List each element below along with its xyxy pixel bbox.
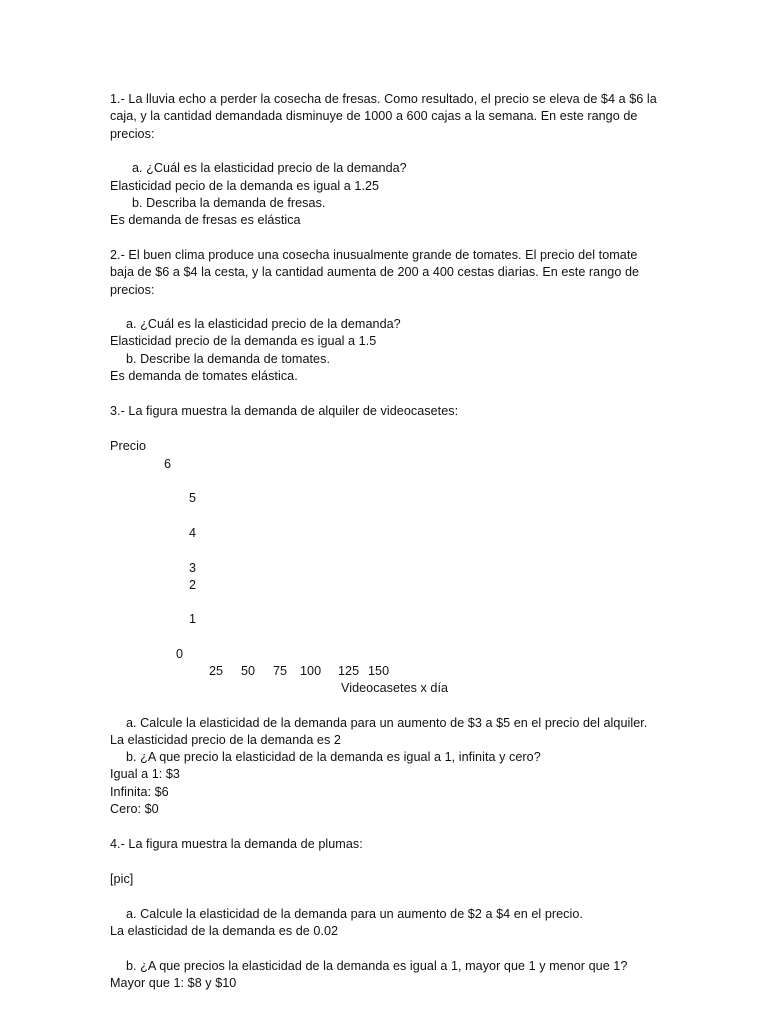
q3-answer-b-2: Infinita: $6: [110, 785, 169, 799]
q4-question-a: a. Calcule la elasticidad de la demanda para un aumento de $2 a $4 en el precio.: [126, 907, 583, 921]
q2-question-a: a. ¿Cuál es la elasticidad precio de la demanda?: [126, 317, 401, 331]
figure-x-axis-label: Videocasetes x día: [341, 681, 449, 695]
q3-intro: 3.- La figura muestra la demanda de alquiler de videocasetes:: [110, 404, 459, 418]
figure-y-axis-label: Precio: [110, 439, 146, 453]
figure-x-tick: 100: [300, 664, 322, 678]
q2-text-line-1: 2.- El buen clima produce una cosecha inusualmente grande de tomates. El precio del tomate: [110, 248, 638, 262]
figure-x-tick: 50: [241, 664, 256, 678]
q1-text-line-3: precios:: [110, 127, 155, 141]
figure-y-tick: 4: [189, 526, 197, 540]
q1-answer-a: Elasticidad pecio de la demanda es igual a 1.25: [110, 179, 380, 193]
q4-image-placeholder: [pic]: [110, 872, 134, 886]
q2-text-line-2: baja de $6 a $4 la cesta, y la cantidad aumenta de 200 a 400 cestas diarias. En este rango de: [110, 265, 640, 279]
figure-y-tick: 6: [164, 457, 172, 471]
q3-answer-b-1: Igual a 1: $3: [110, 767, 180, 781]
q1-question-a: a. ¿Cuál es la elasticidad precio de la demanda?: [132, 161, 407, 175]
q2-answer-a: Elasticidad precio de la demanda es igual a 1.5: [110, 334, 377, 348]
q1-text-line-1: 1.- La lluvia echo a perder la cosecha de fresas. Como resultado, el precio se eleva de $4 a $6 la: [110, 92, 657, 106]
q4-intro: 4.- La figura muestra la demanda de plumas:: [110, 837, 363, 851]
figure-y-tick: 0: [176, 647, 184, 661]
q2-question-b: b. Describe la demanda de tomates.: [126, 352, 331, 366]
figure-x-tick: 125: [338, 664, 360, 678]
figure-y-tick: 2: [189, 578, 197, 592]
figure-x-tick: 25: [209, 664, 224, 678]
q3-question-a: a. Calcule la elasticidad de la demanda para un aumento de $3 a $5 en el precio del alquiler.: [126, 716, 648, 730]
q3-answer-a: La elasticidad precio de la demanda es 2: [110, 733, 341, 747]
q4-answer-b-1: Mayor que 1: $8 y $10: [110, 976, 237, 990]
figure-y-tick: 1: [189, 612, 197, 626]
figure-x-tick: 75: [273, 664, 288, 678]
q4-question-b: b. ¿A que precios la elasticidad de la demanda es igual a 1, mayor que 1 y menor que 1?: [126, 959, 628, 973]
q4-answer-a: La elasticidad de la demanda es de 0.02: [110, 924, 339, 938]
q1-question-b: b. Describa la demanda de fresas.: [132, 196, 326, 210]
q3-question-b: b. ¿A que precio la elasticidad de la demanda es igual a 1, infinita y cero?: [126, 750, 541, 764]
figure-y-tick: 5: [189, 491, 197, 505]
q3-answer-b-3: Cero: $0: [110, 802, 159, 816]
q1-text-line-2: caja, y la cantidad demandada disminuye de 1000 a 600 cajas a la semana. En este rango de: [110, 109, 638, 123]
figure-x-tick: 150: [368, 664, 390, 678]
q2-answer-b: Es demanda de tomates elástica.: [110, 369, 298, 383]
figure-y-tick: 3: [189, 561, 197, 575]
q2-text-line-3: precios:: [110, 283, 155, 297]
q1-answer-b: Es demanda de fresas es elástica: [110, 213, 301, 227]
